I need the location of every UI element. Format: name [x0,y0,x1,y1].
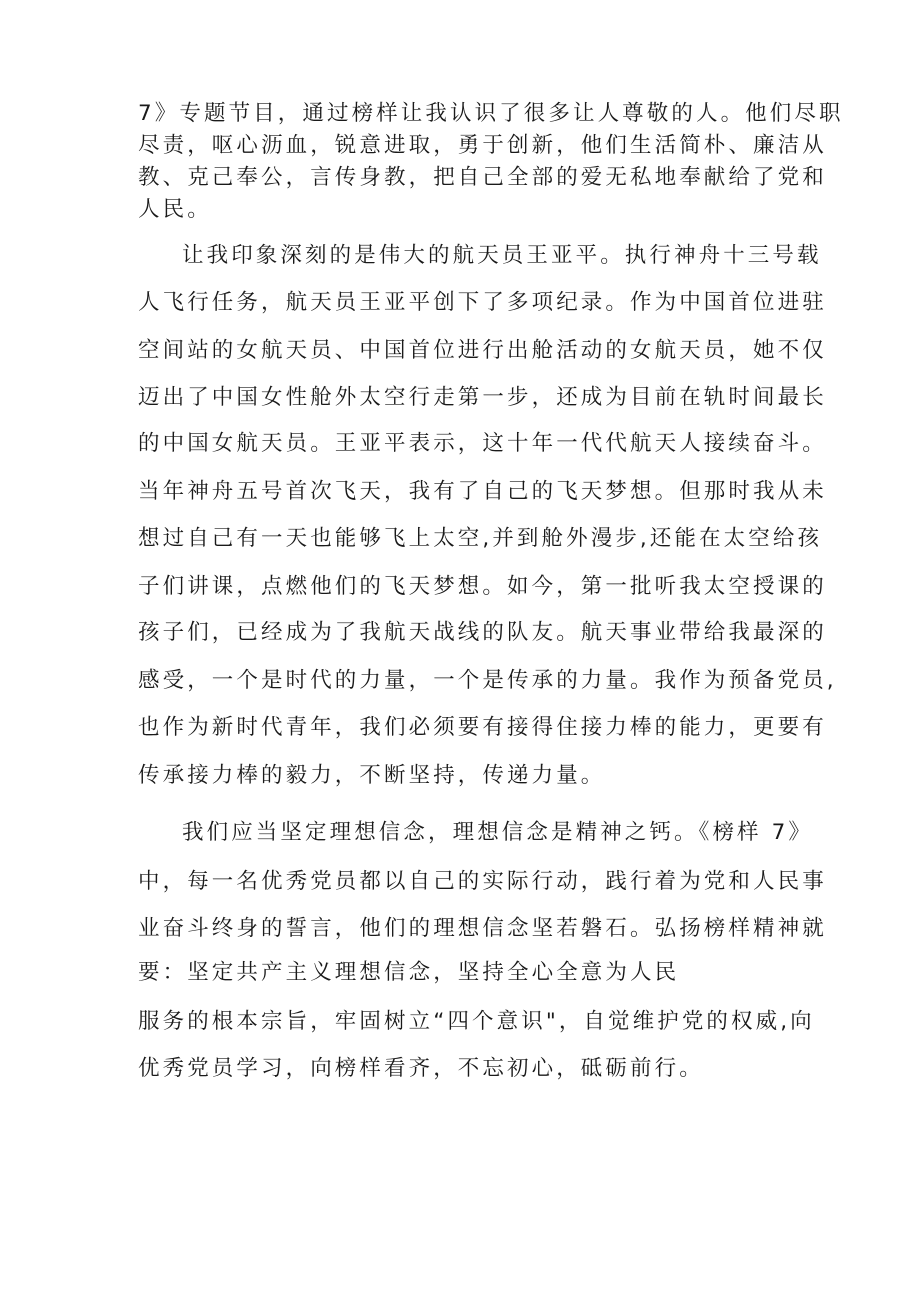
text-line: 迈出了中国女性舱外太空行走第一步，还成为目前在轨时间最长 [138,385,827,410]
text-line: 中，每一名优秀党员都以自己的实际行动，践行着为党和人民事 [138,869,827,894]
text-line: 也作为新时代青年，我们必须要有接得住接力棒的能力，更要有 [138,715,827,740]
text-line: 优秀党员学习，向榜样看齐，不忘初心，砥砺前行。 [138,1056,704,1081]
paragraph-first-line: 我们应当坚定理想信念，理想信念是精神之钙。《榜样 7》 [182,820,813,845]
text-line: 感受，一个是时代的力量，一个是传承的力量。我作为预备党员, [138,668,837,693]
text-line: 传承接力棒的毅力，不断坚持，传递力量。 [138,763,606,788]
paragraph-first-line: 让我印象深刻的是伟大的航天员王亚平。执行神舟十三号载 [182,243,822,268]
text-line: 尽责，呕心沥血，锐意进取，勇于创新，他们生活简朴、廉洁从 [138,133,827,158]
text-line: 要：坚定共产主义理想信念，坚持全心全意为人民 [138,960,680,985]
text-line: 教、克己奉公，言传身教，把自己全部的爱无私地奉献给了党和 [138,165,827,190]
text-line: 空间站的女航天员、中国首位进行出舱活动的女航天员，她不仅 [138,338,827,363]
text-line: 当年神舟五号首次飞天，我有了自己的飞天梦想。但那时我从未 [138,479,827,504]
text-line: 人民。 [138,197,212,222]
text-line: 想过自己有一天也能够飞上太空,并到舱外漫步,还能在太空给孩 [138,526,823,551]
text-line: 子们讲课，点燃他们的飞天梦想。如今，第一批听我太空授课的 [138,574,827,599]
text-line: 7》专题节目，通过榜样让我认识了很多让人尊敬的人。他们尽职 [138,101,844,126]
text-line: 人飞行任务，航天员王亚平创下了多项纪录。作为中国首位进驻 [138,290,827,315]
text-line: 的中国女航天员。王亚平表示，这十年一代代航天人接续奋斗。 [138,431,827,456]
text-line: 服务的根本宗旨，牢固树立“四个意识"，自觉维护党的权威,向 [138,1009,815,1034]
text-line: 业奋斗终身的誓言，他们的理想信念坚若磐石。弘扬榜样精神就 [138,916,827,941]
text-line: 孩子们，已经成为了我航天战线的队友。航天事业带给我最深的 [138,620,827,645]
